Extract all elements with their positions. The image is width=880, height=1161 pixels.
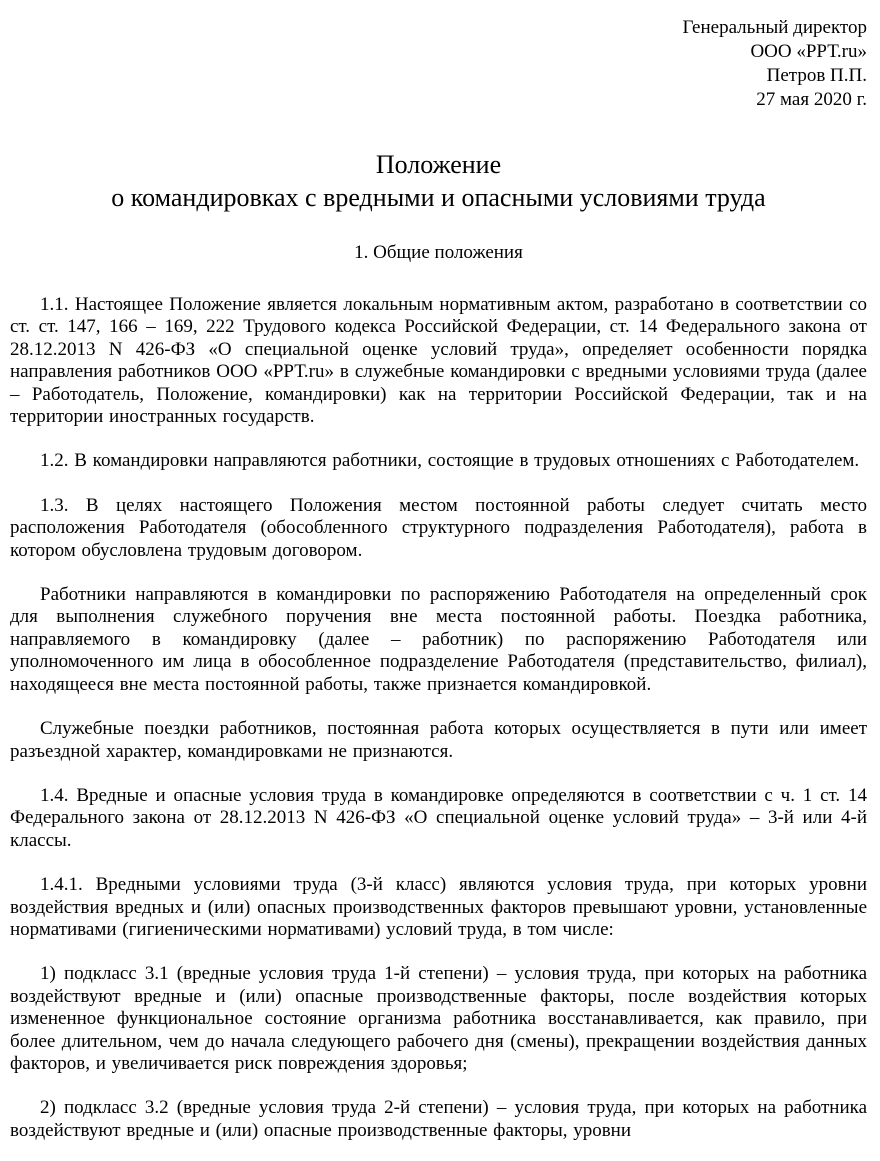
paragraph-1-4-1: 1.4.1. Вредными условиями труда (3-й класс) являются условия труда, при которых уровни воздействия вредных и (или) опасных производственных факторов превышают уровни, установленные нормативами (гигиеническими нормативами) условий труда, в том числе: — [10, 874, 867, 940]
document-title-line-2: о командировках с вредными и опасными условиями труда — [111, 183, 766, 212]
approver-company: ООО «РРТ.ru» — [750, 41, 867, 62]
paragraph-1-4: 1.4. Вредные и опасные условия труда в командировке определяются в соответствии с ч. 1 ст. 14 Федерального закона от 28.12.2013 N 426-ФЗ «О специальной оценке условий труда» – 3-й или 4-й классы. — [10, 784, 867, 851]
paragraph-1-3: 1.3. В целях настоящего Положения местом постоянной работы следует считать место расположения Работодателя (обособленного структурного подразделения Работодателя), работа в котором обусловлена трудовым договором. — [10, 494, 867, 561]
approver-position: Генеральный директор — [682, 17, 867, 38]
document-title — [10, 148, 867, 214]
paragraph-workers-sent: Работники направляются в командировки по распоряжению Работодателя на определенный срок для выполнения служебного поручения вне места постоянной работы. Поездка работника, направляемого в командировку (далее – работник) по распоряжению Работодателя или уполномоченного им лица в обособленное подразделение Работодателя (представительство, филиал), находящееся вне места постоянной работы, также признается командировкой. — [10, 584, 867, 695]
document-body — [10, 294, 867, 1142]
paragraph-subclass-3-1: 1) подкласс 3.1 (вредные условия труда 1-й степени) – условия труда, при которых на работника воздействуют вредные и (или) опасные производственные факторы, после воздействия которых измененное функциональное состояние организма работника восстанавливается, как правило, при более длительном, чем до начала следующего рабочего дня (смены), прекращении воздействия данных факторов, и увеличивается риск повреждения здоровья; — [10, 963, 867, 1074]
document-title-line-1: Положение — [375, 150, 502, 179]
approval-block — [10, 16, 867, 112]
paragraph-1-2: 1.2. В командировки направляются работники, состоящие в трудовых отношениях с Работодателем. — [40, 450, 860, 472]
section-heading: 1. Общие положения — [354, 242, 523, 263]
approver-name: Петров П.П. — [766, 65, 867, 86]
paragraph-travel-not-business-trip: Служебные поездки работников, постоянная работа которых осуществляется в пути или имеет разъездной характер, командировками не признаются. — [10, 718, 867, 762]
approval-date: 27 мая 2020 г. — [756, 89, 867, 110]
paragraph-subclass-3-2: 2) подкласс 3.2 (вредные условия труда 2-й степени) – условия труда, при которых на работника воздействуют вредные и (или) опасные производственные факторы, уровни — [10, 1097, 867, 1141]
paragraph-1-1: 1.1. Настоящее Положение является локальным нормативным актом, разработано в соответствии со ст. ст. 147, 166 – 169, 222 Трудового кодекса Российской Федерации, ст. 14 Федерального закона от 28.12.2013 N 426-ФЗ «О специальной оценке условий труда», определяет особенности порядка направления работников ООО «РРТ.ru» в служебные командировки с вредными условиями труда (далее – Работодатель, Положение, командировки) как на территории Российской Федерации, так и на территории иностранных государств. — [10, 294, 867, 428]
